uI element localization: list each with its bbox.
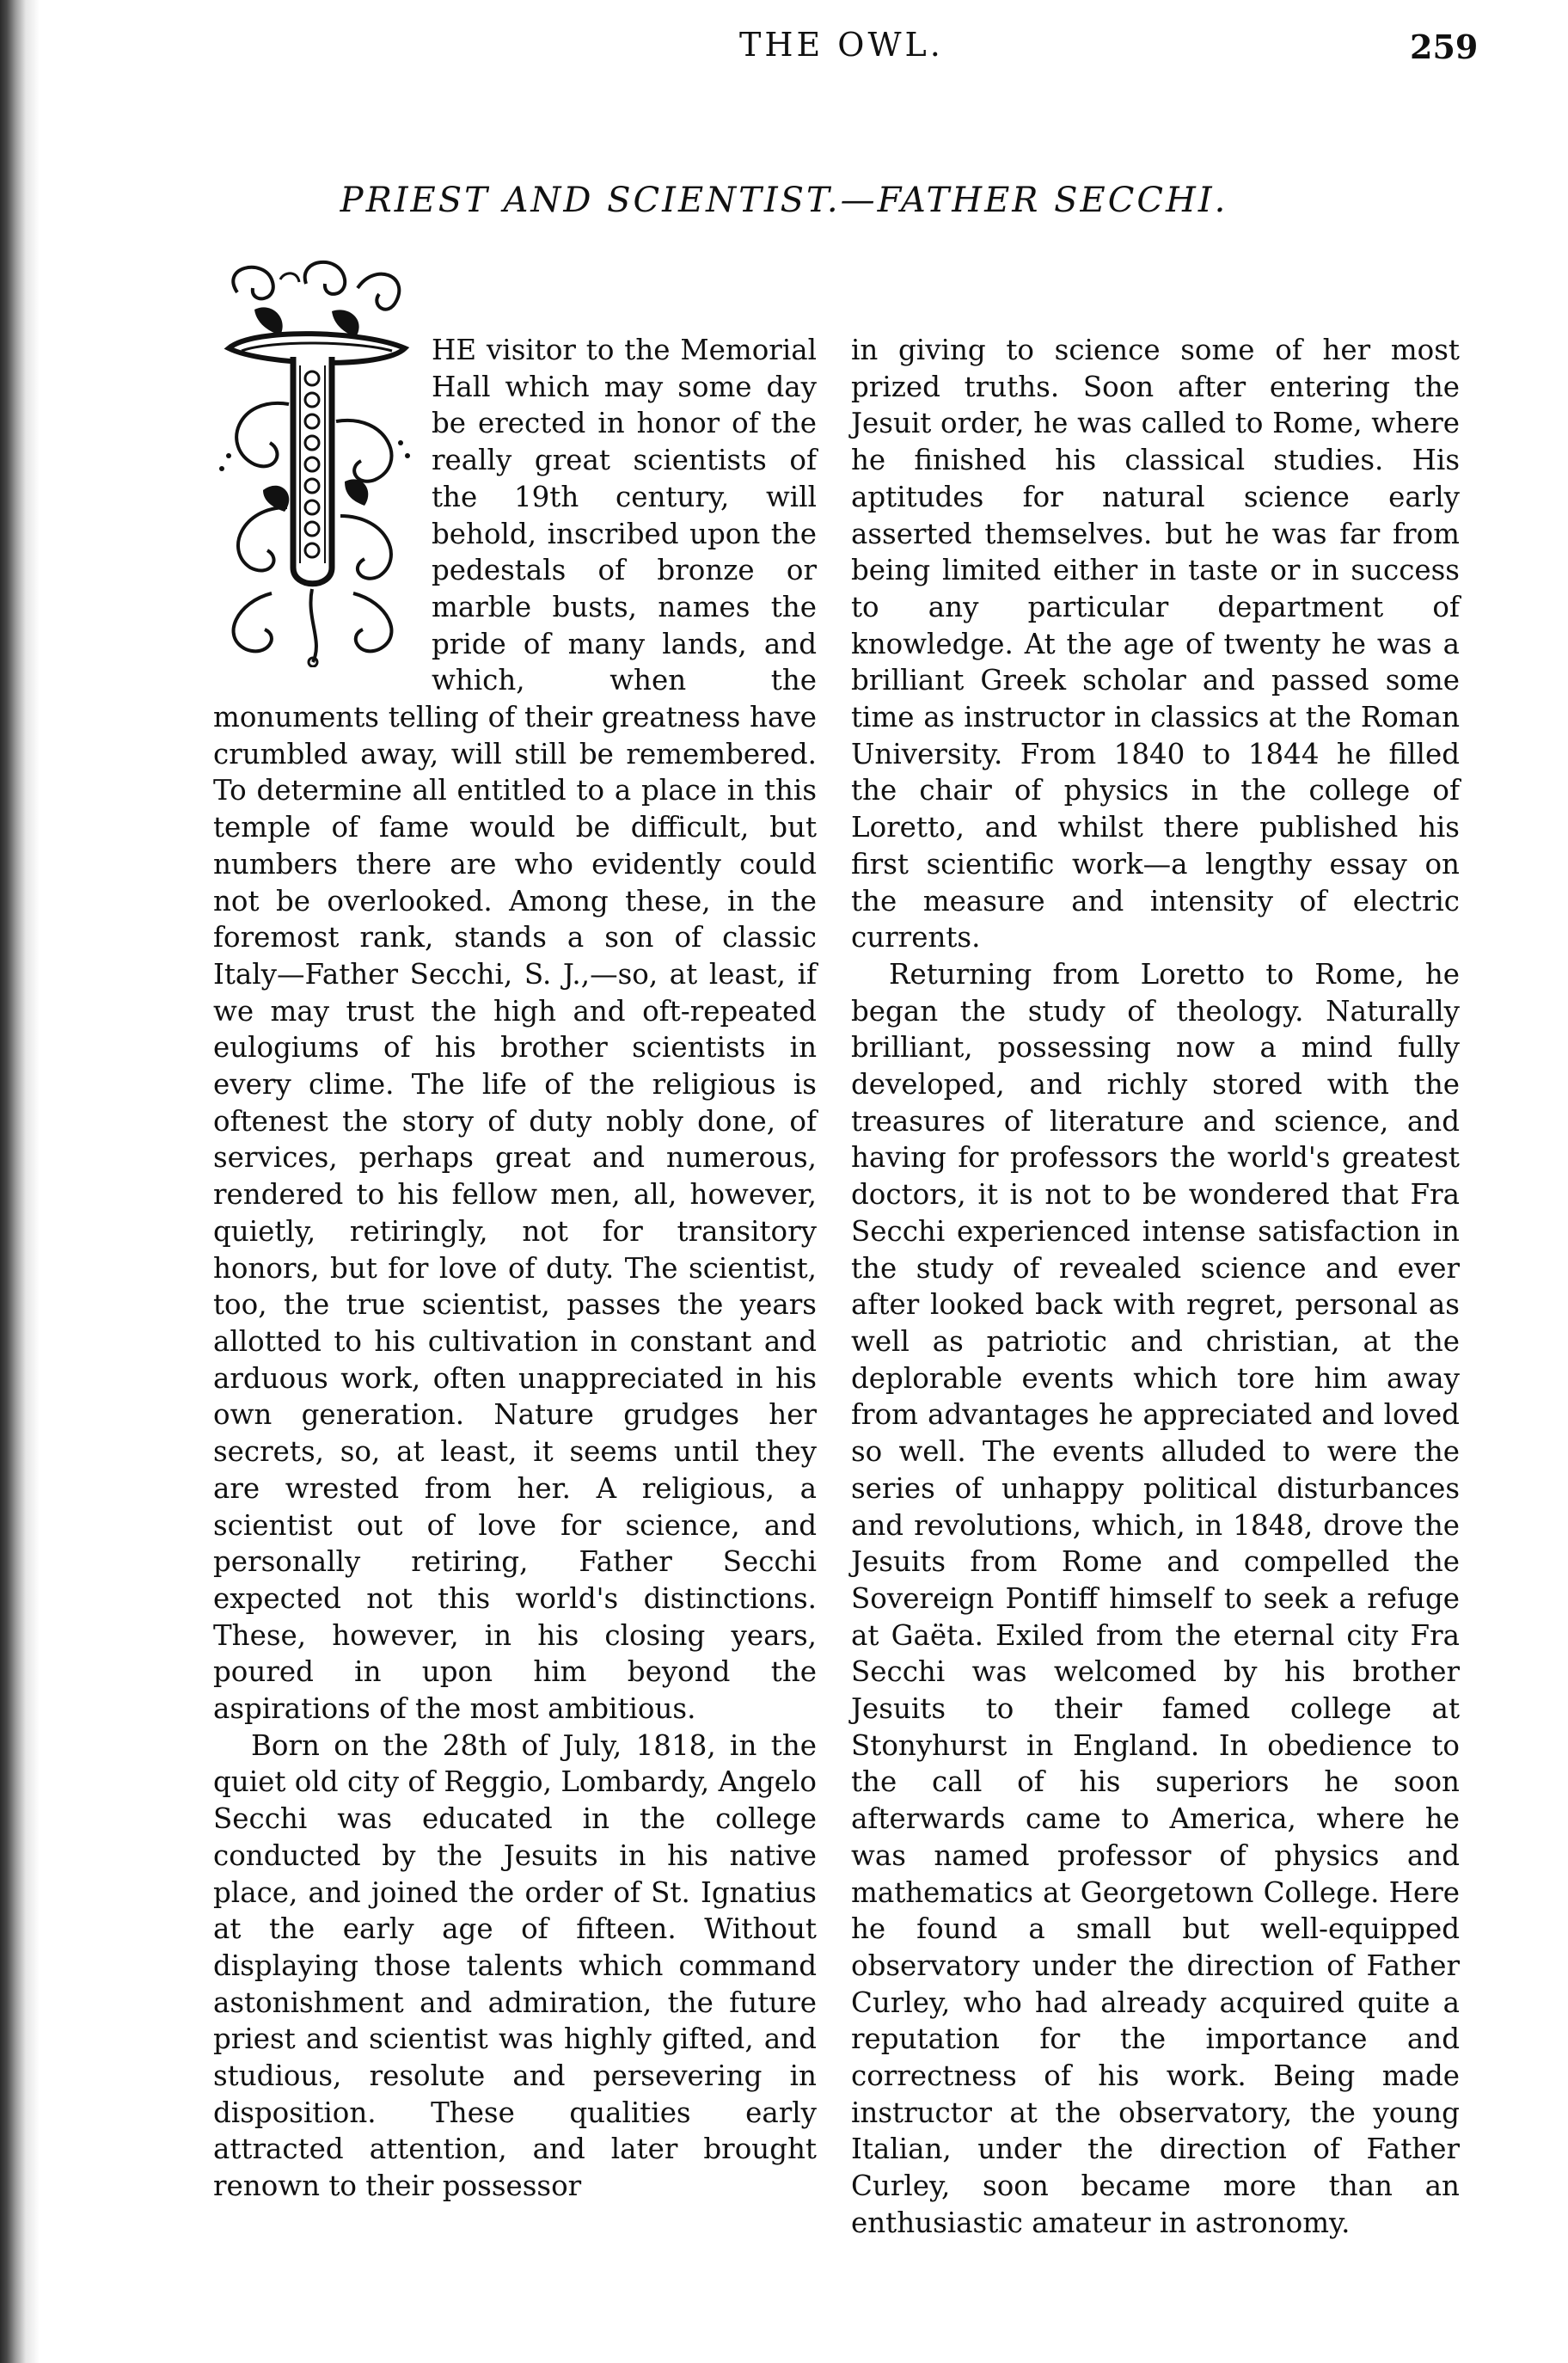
paragraph: Born on the 28th of July, 1818, in the quiet old city of Reggio, Lombardy, Angelo Secchi was educated in the college conducted by the Jesuits in his native place, and joined the order of St. Ignatius at the early age of fifteen. Without displaying those talents which command astonishment and admiration, the future priest and scientist was highly gifted, and studious, resolute and persevering in disposition. These qualities early attracted attention, and later brought renown to their possessor: [213, 1728, 817, 2203]
paragraph: in giving to science some of her most prized truths. Soon after entering the Jesuit order, he was called to Rome, where he finished his classical studies. His aptitudes for natural science early asserted themselves. but he was far from being limited either in taste or in success to any particular department of knowledge. At the age of twenty he was a brilliant Greek scholar and passed some time as instructor in classics at the Roman University. From 1840 to 1844 he filled the chair of physics in the college of Loretto, and whilst there published his first scientific work—a lengthy essay on the measure and intensity of electric currents.: [851, 334, 1460, 954]
scanned-page-edge: [0, 0, 41, 2363]
right-column: [851, 332, 1460, 2242]
left-column: [213, 332, 817, 2205]
paragraph: HE visitor to the Memorial Hall which may some day be erected in honor of the really great scientists of the 19th century, will behold, inscribed upon the pedestals of bronze or marble busts, names the pride of many lands, and which, when the monuments telling of their greatness have crumbled away, will still be remembered. To determine all entitled to a place in this temple of fame would be difficult, but numbers there are who evidently could not be overlooked. Among these, in the foremost rank, stands a son of classic Italy—Father Secchi, S. J.,—so, at least, if we may trust the high and oft-repeated eulogiums of his brother scientists in every clime. The life of the religious is oftenest the story of duty nobly done, of services, perhaps great and numerous, rendered to his fellow men, all, however, quietly, retiringly, not for transitory honors, but for love of duty. The scientist, too, the true scientist, passes the years allotted to his cultivation in constant and arduous work, often unappreciated in his own generation. Nature grudges her secrets, so, at least, it seems until they are wrested from her. A religious, a scientist out of love for science, and personally retiring, Father Secchi expected not this world's distinctions. These, however, in his closing years, poured in upon him beyond the aspirations of the most ambitious.: [213, 334, 817, 1726]
ornamental-drop-cap: [203, 258, 418, 667]
running-head: [0, 26, 1568, 77]
page-number: 259: [1410, 28, 1479, 66]
article-title: PRIEST AND SCIENTIST.—FATHER SECCHI.: [340, 181, 1228, 220]
journal-title: THE OWL.: [739, 26, 944, 64]
paragraph: Returning from Loretto to Rome, he began the study of theology. Naturally brilliant, possessing now a mind fully developed, and richly stored with the treasures of literature and science, and having for professors the world's greatest doctors, it is not to be wondered that Fra Secchi experienced intense satisfaction in the study of revealed science and ever after looked back with regret, personal as well as patriotic and christian, at the deplorable events which tore him away from advantages he appreciated and loved so well. The events alluded to were the series of unhappy political disturbances and revolutions, which, in 1848, drove the Jesuits from Rome and compelled the Sovereign Pontiff himself to seek a refuge at Gaëta. Exiled from the eternal city Fra Secchi was welcomed by his brother Jesuits to their famed college at Stonyhurst in England. In obedience to the call of his superiors he soon afterwards came to America, where he was named professor of physics and mathematics at Georgetown College. Here he found a small but well-equipped observatory under the direction of Father Curley, who had already acquired quite a reputation for the importance and correctness of his work. Being made instructor at the observatory, the young Italian, under the direction of Father Curley, soon became more than an enthusiastic amateur in astronomy.: [851, 957, 1460, 2239]
